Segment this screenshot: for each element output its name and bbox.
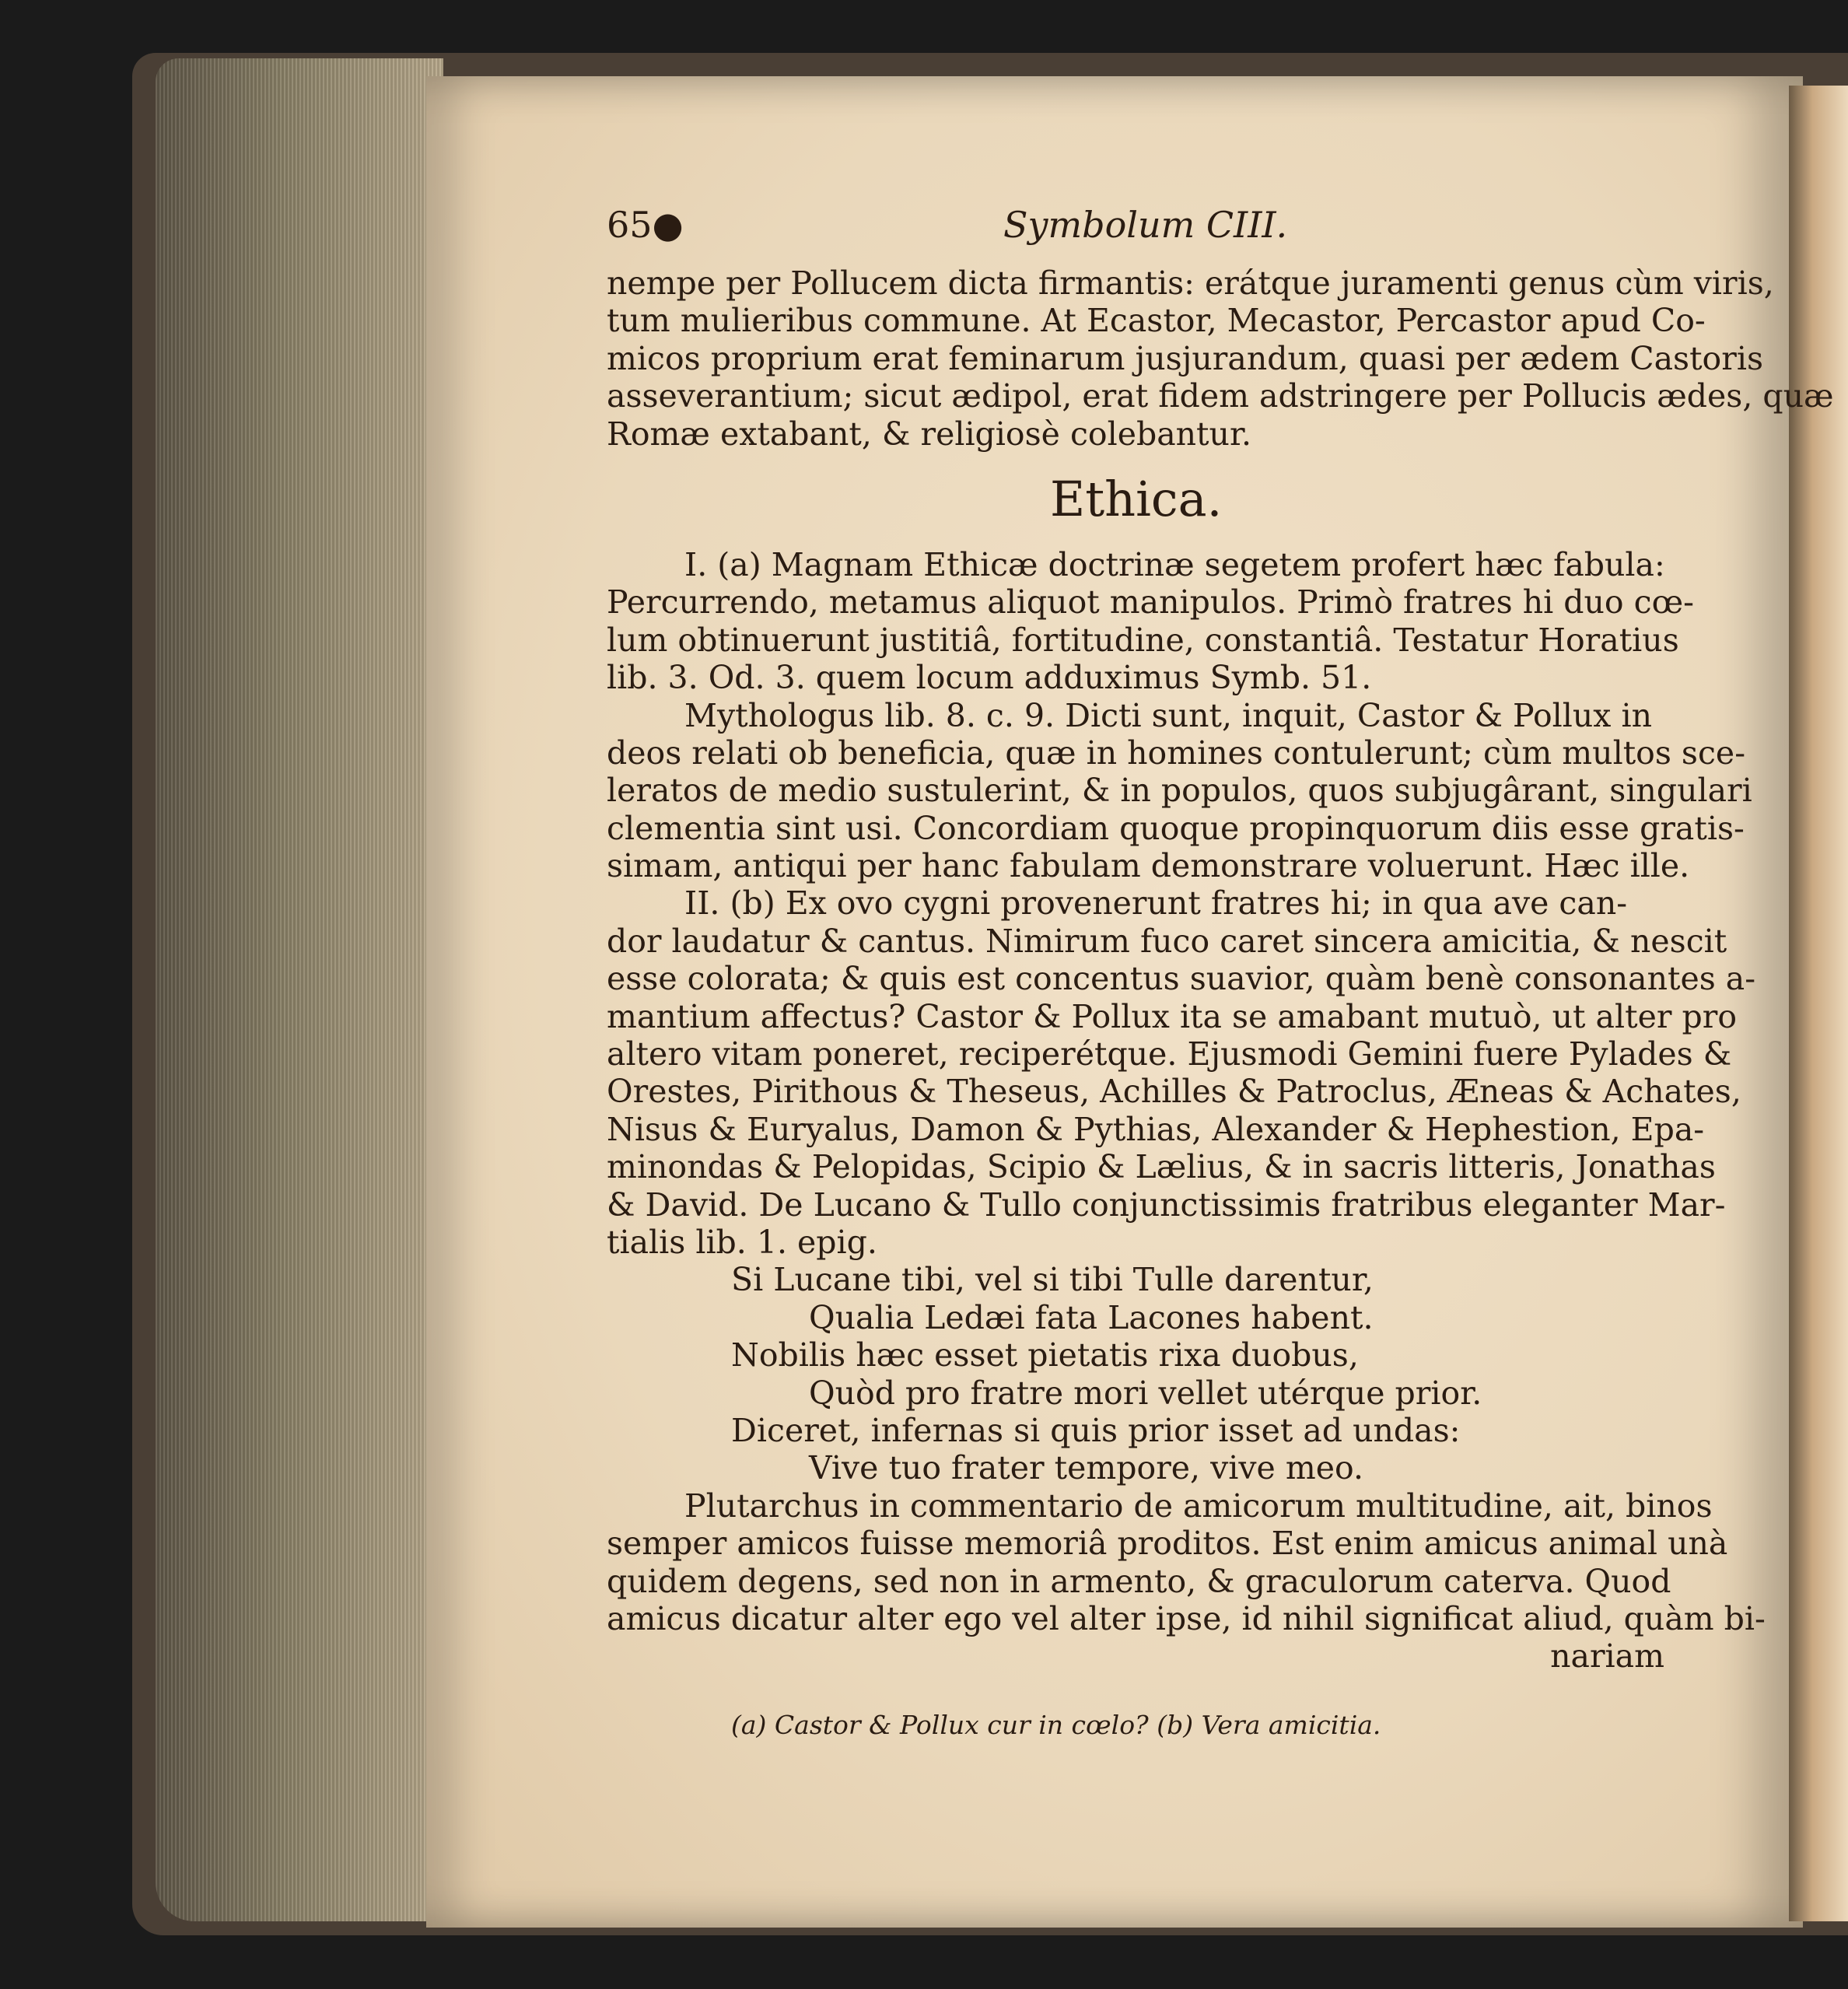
text-line: amicus dicatur alter ego vel alter ipse, id nihil significat aliud, quàm bi- [607, 1599, 1766, 1637]
text-line: mantium affectus? Castor & Pollux ita se amabant mutuò, ut alter pro [607, 997, 1737, 1035]
text-line: esse colorata; & quis est concentus suavior, quàm benè consonantes a- [607, 960, 1756, 998]
text-line: lum obtinuerunt justitiâ, fortitudine, constantiâ. Testatur Horatius [607, 621, 1679, 659]
page-edges [156, 58, 443, 1921]
text-line: II. (b) Ex ovo cygni provenerunt fratres hi; in qua ave can- [684, 884, 1628, 923]
verse-line: Nobilis hæc esset pietatis rixa duobus, [731, 1336, 1359, 1374]
spacer [607, 1676, 1834, 1707]
text-line: Mythologus lib. 8. c. 9. Dicti sunt, inquit, Castor & Pollux in [684, 696, 1652, 734]
text-line: dor laudatur & cantus. Nimirum fuco caret sincera amicitia, & nescit [607, 922, 1727, 960]
text-line: clementia sint usi. Concordiam quoque propinquorum diis esse gratis- [607, 809, 1745, 847]
text-line: semper amicos fuisse memoriâ proditos. Est enim amicus animal unà [607, 1525, 1728, 1563]
text-line: Percurrendo, metamus aliquot manipulos. Primò fratres hi duo cœ- [607, 583, 1694, 622]
text-line: Romæ extabant, & religiosè colebantur. [607, 415, 1252, 453]
text-line: I. (a) Magnam Ethicæ doctrinæ segetem profert hæc fabula: [684, 545, 1665, 583]
text-line: tialis lib. 1. epig. [607, 1223, 877, 1261]
verse-line: Si Lucane tibi, vel si tibi Tulle darentur, [731, 1261, 1374, 1299]
text-line: asseverantium; sicut ædipol, erat fidem adstringere per Pollucis ædes, quæ [607, 377, 1834, 415]
text-line: altero vitam poneret, reciperétque. Ejusmodi Gemini fuere Pylades & [607, 1035, 1732, 1073]
verse-line: Diceret, infernas si quis prior isset ad undas: [731, 1411, 1461, 1449]
text-line: tum mulieribus commune. At Ecastor, Mecastor, Percastor apud Co- [607, 302, 1706, 340]
text-line: Plutarchus in commentario de amicorum multitudine, ait, binos [684, 1486, 1713, 1525]
page-number: 65● [607, 204, 684, 246]
text-line: leratos de medio sustulerint, & in populos, quos subjugârant, singulari [607, 772, 1752, 810]
running-head [607, 204, 1664, 258]
footnote: (a) Castor & Pollux cur in cœlo? (b) Vera amicitia. [731, 1709, 1381, 1740]
section-heading: Ethica. [1050, 470, 1223, 527]
catchword: nariam [1550, 1637, 1664, 1676]
text-line: & David. De Lucano & Tullo conjunctissimis fratribus eleganter Mar- [607, 1185, 1726, 1224]
text-line: quidem degens, sed non in armento, & graculorum caterva. Quod [607, 1562, 1671, 1600]
text-line: deos relati ob beneficia, quæ in homines contulerunt; cùm multos sce- [607, 734, 1746, 772]
verse-line: Qualia Ledæi fata Lacones habent. [809, 1298, 1374, 1336]
text-line: lib. 3. Od. 3. quem locum adduximus Symb. 51. [607, 659, 1372, 697]
text-line: Nisus & Euryalus, Damon & Pythias, Alexander & Hephestion, Epa- [607, 1110, 1705, 1148]
text-line: simam, antiqui per hanc fabulam demonstrare voluerunt. Hæc ille. [607, 847, 1690, 885]
text-line: nempe per Pollucem dicta firmantis: erátque juramenti genus cùm viris, [607, 264, 1774, 302]
text-line: micos proprium erat feminarum jusjurandum, quasi per ædem Castoris [607, 339, 1763, 377]
verse-line: Vive tuo frater tempore, vive meo. [809, 1449, 1363, 1487]
text-line: Orestes, Pirithous & Theseus, Achilles & Patroclus, Æneas & Achates, [607, 1073, 1741, 1111]
page-body [607, 264, 1834, 1744]
verse-line: Quòd pro fratre mori vellet utérque prior. [809, 1374, 1482, 1412]
text-line: minondas & Pelopidas, Scipio & Lælius, & in sacris litteris, Jonathas [607, 1148, 1716, 1186]
running-title: Symbolum CIII. [1003, 204, 1288, 246]
